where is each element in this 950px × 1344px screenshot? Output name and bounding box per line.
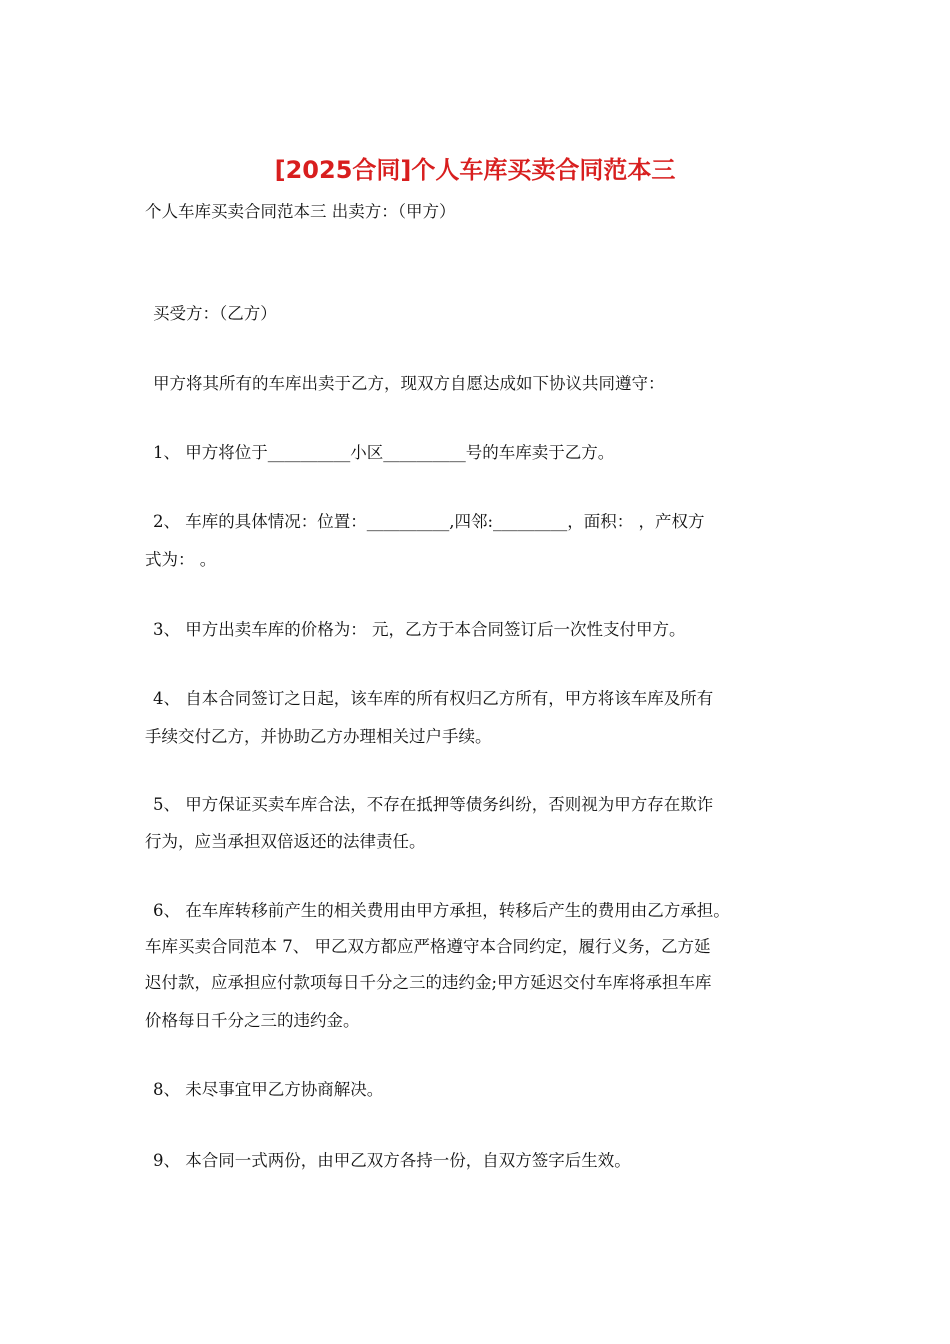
buyer-line: 买受方：（乙方） (153, 304, 277, 323)
clause-4-line-1: 4、 自本合同签订之日起，该车库的所有权归乙方所有，甲方将该车库及所有 (153, 689, 714, 708)
clause-2-line-2: 式为： 。 (145, 550, 217, 569)
clause-5-line-1: 5、 甲方保证买卖车库合法，不存在抵押等债务纠纷，否则视为甲方存在欺诈 (153, 795, 714, 814)
clause-5-line-2: 行为，应当承担双倍返还的法律责任。 (145, 832, 426, 851)
document-title: [2025合同]个人车库买卖合同范本三 (274, 156, 676, 184)
clause-7-line-2: 迟付款，应承担应付款项每日千分之三的违约金;甲方延迟交付车库将承担车库 (145, 973, 712, 992)
clause-7-line-3: 价格每日千分之三的违约金。 (145, 1011, 360, 1030)
seller-line: 个人车库买卖合同范本三 出卖方：（甲方） (145, 202, 456, 221)
clause-8: 8、 未尽事宜甲乙方协商解决。 (153, 1080, 384, 1099)
clause-2-line-1: 2、 车库的具体情况：位置：__________,四邻:_________，面积： ，产权方 (153, 512, 705, 531)
clause-3: 3、 甲方出卖车库的价格为： 元，乙方于本合同签订后一次性支付甲方。 (153, 620, 686, 639)
clause-6: 6、 在车库转移前产生的相关费用由甲方承担，转移后产生的费用由乙方承担。 (153, 901, 730, 920)
clause-7-line-1: 车库买卖合同范本 7、 甲乙双方都应严格遵守本合同约定，履行义务，乙方延 (145, 937, 711, 956)
clause-1: 1、 甲方将位于__________小区__________号的车库卖于乙方。 (153, 443, 615, 462)
clause-4-line-2: 手续交付乙方，并协助乙方办理相关过户手续。 (145, 727, 492, 746)
clause-9: 9、 本合同一式两份，由甲乙双方各持一份，自双方签字后生效。 (153, 1151, 631, 1170)
agreement-intro: 甲方将其所有的车库出卖于乙方，现双方自愿达成如下协议共同遵守： (153, 374, 665, 393)
